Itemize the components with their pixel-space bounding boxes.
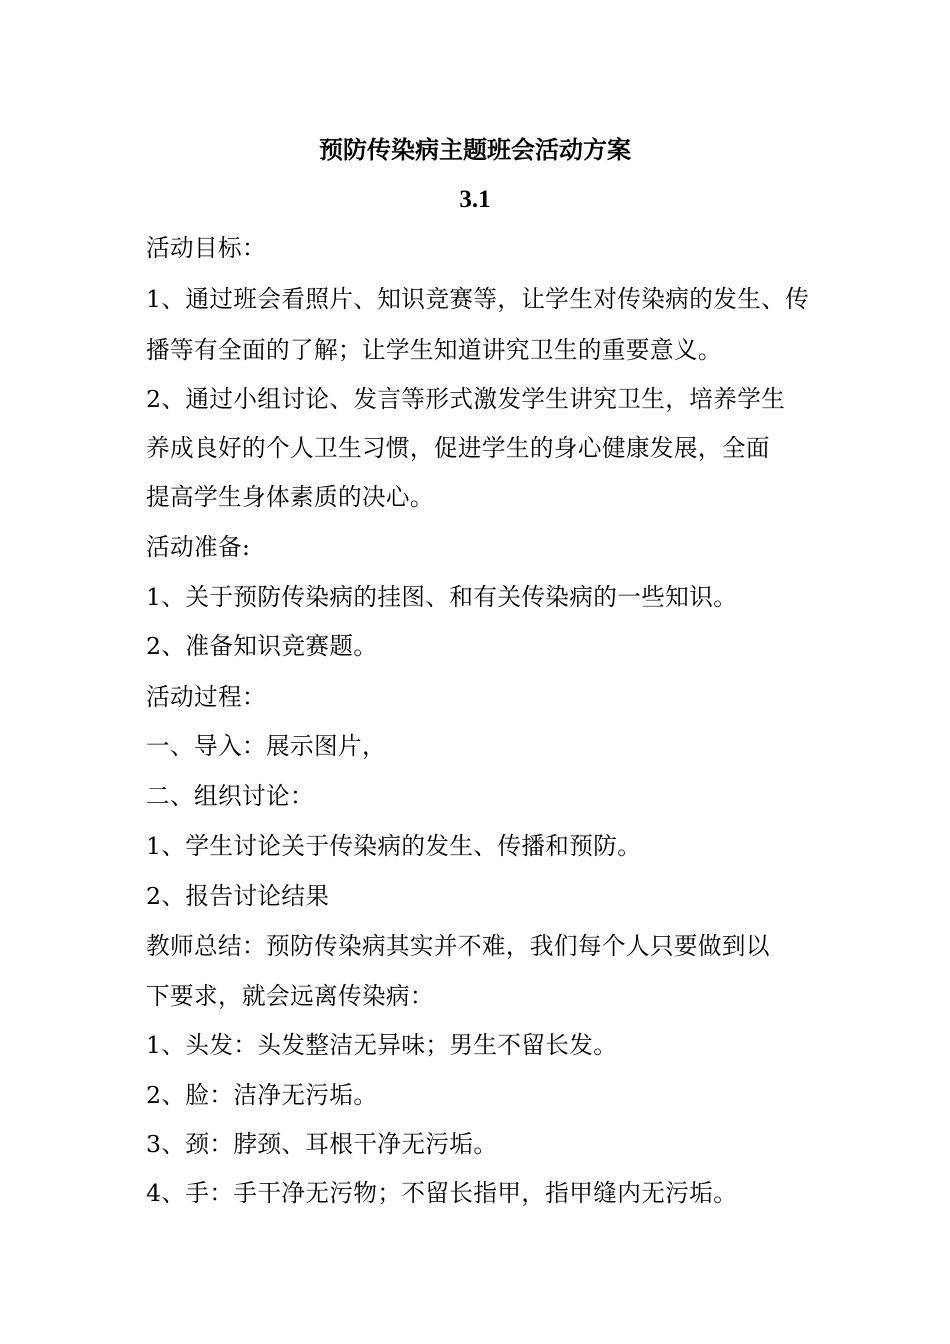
paragraph-line: 教师总结：预防传染病其实并不难，我们每个人只要做到以	[146, 932, 770, 960]
heading-activity-process: 活动过程：	[146, 683, 266, 711]
paragraph-line: 1、通过班会看照片、知识竞赛等，让学生对传染病的发生、传	[146, 285, 810, 313]
heading-activity-goals: 活动目标：	[146, 234, 266, 262]
paragraph-line: 下要求，就会远离传染病：	[146, 982, 434, 1010]
paragraph-line: 4、手：手干净无污物；不留长指甲，指甲缝内无污垢。	[146, 1179, 738, 1207]
paragraph-line: 1、学生讨论关于传染病的发生、传播和预防。	[146, 832, 642, 860]
paragraph-line: 1、头发：头发整洁无异味；男生不留长发。	[146, 1031, 618, 1059]
paragraph-line: 二、组织讨论：	[146, 782, 314, 810]
paragraph-line: 2、报告讨论结果	[146, 882, 330, 910]
document-title: 预防传染病主题班会活动方案	[319, 135, 631, 164]
paragraph-line: 提高学生身体素质的决心。	[146, 483, 434, 511]
paragraph-line: 一、导入：展示图片，	[146, 732, 386, 760]
paragraph-line: 2、脸：洁净无污垢。	[146, 1081, 378, 1109]
paragraph-line: 1、关于预防传染病的挂图、和有关传染病的一些知识。	[146, 583, 738, 611]
paragraph-line: 播等有全面的了解；让学生知道讲究卫生的重要意义。	[146, 336, 722, 364]
document-subtitle: 3.1	[459, 186, 491, 213]
paragraph-line: 2、准备知识竞赛题。	[146, 632, 378, 660]
paragraph-line: 养成良好的个人卫生习惯，促进学生的身心健康发展，全面	[146, 434, 770, 462]
paragraph-line: 2、通过小组讨论、发言等形式激发学生讲究卫生，培养学生	[146, 385, 786, 413]
paragraph-line: 3、颈：脖颈、耳根干净无污垢。	[146, 1130, 498, 1158]
heading-activity-preparation: 活动准备:	[146, 533, 251, 561]
